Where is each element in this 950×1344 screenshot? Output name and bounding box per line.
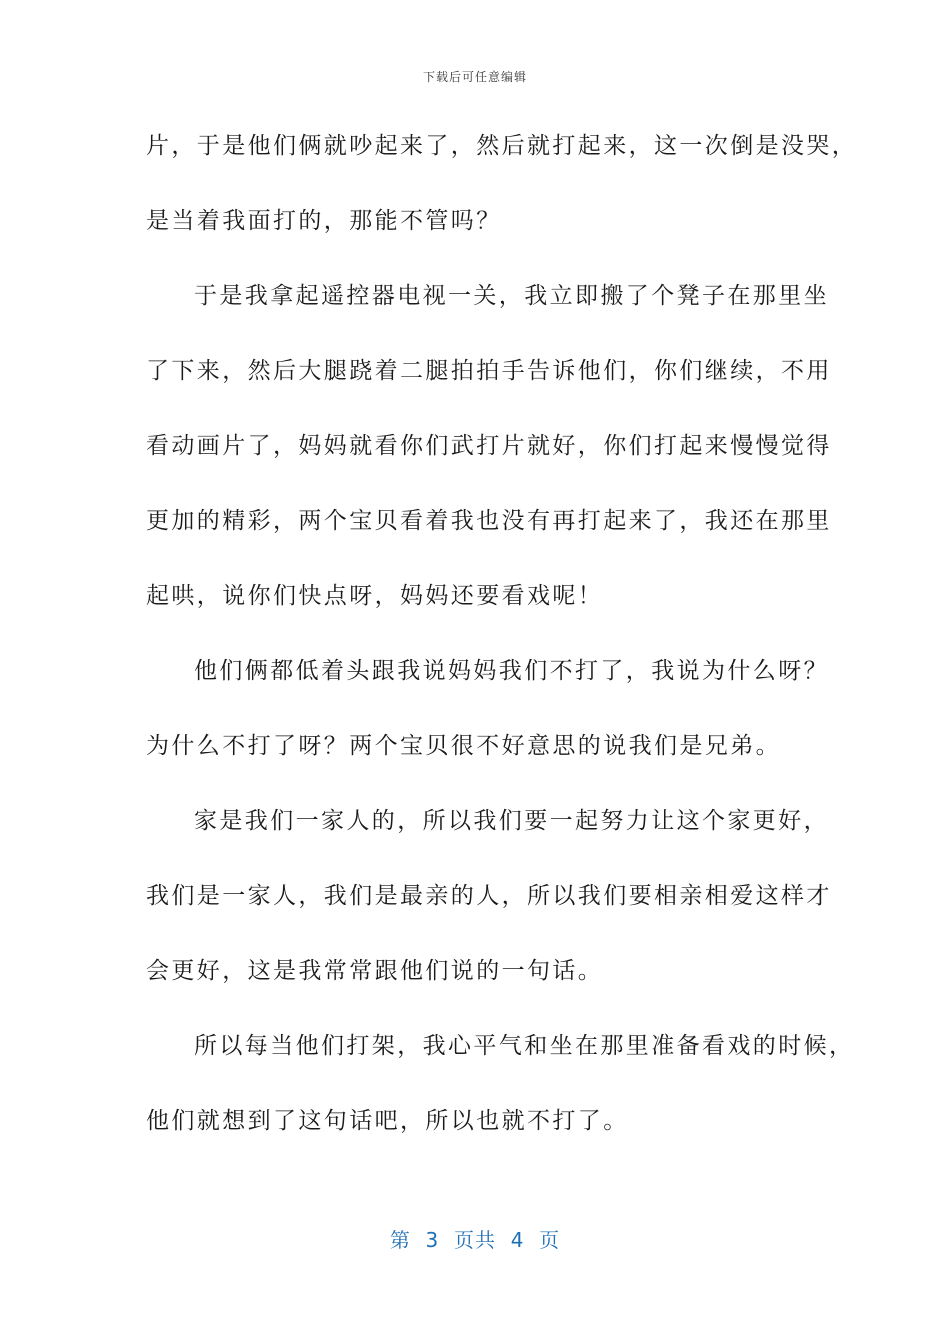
text-line: 家是我们一家人的，所以我们要一起努力让这个家更好， (194, 808, 829, 834)
page-number-footer: 第 3 页共 4 页 (389, 1228, 561, 1252)
text-line: 片，于是他们俩就吵起来了，然后就打起来，这一次倒是没哭， (146, 133, 858, 159)
text-line: 是当着我面打的，那能不管吗？ (146, 208, 502, 234)
text-line: 更加的精彩，两个宝贝看着我也没有再打起来了，我还在那里 (146, 508, 832, 534)
document-body (146, 120, 858, 1170)
text-line: 于是我拿起遥控器电视一关，我立即搬了个凳子在那里坐 (194, 283, 829, 309)
text-line: 起哄，说你们快点呀，妈妈还要看戏呢！ (146, 583, 604, 609)
text-line: 他们就想到了这句话吧，所以也就不打了。 (146, 1108, 629, 1134)
text-line: 会更好，这是我常常跟他们说的一句话。 (146, 958, 604, 984)
text-line: 我们是一家人，我们是最亲的人，所以我们要相亲相爱这样才 (146, 883, 832, 909)
header-note: 下载后可任意编辑 (422, 70, 527, 84)
text-line: 看动画片了，妈妈就看你们武打片就好，你们打起来慢慢觉得 (146, 433, 832, 459)
text-line: 所以每当他们打架，我心平气和坐在那里准备看戏的时候， (194, 1033, 855, 1059)
text-line: 为什么不打了呀？两个宝贝很不好意思的说我们是兄弟。 (146, 733, 781, 759)
text-line: 他们俩都低着头跟我说妈妈我们不打了，我说为什么呀？ (194, 658, 829, 684)
text-line: 了下来，然后大腿跷着二腿拍拍手告诉他们，你们继续，不用 (146, 358, 832, 384)
